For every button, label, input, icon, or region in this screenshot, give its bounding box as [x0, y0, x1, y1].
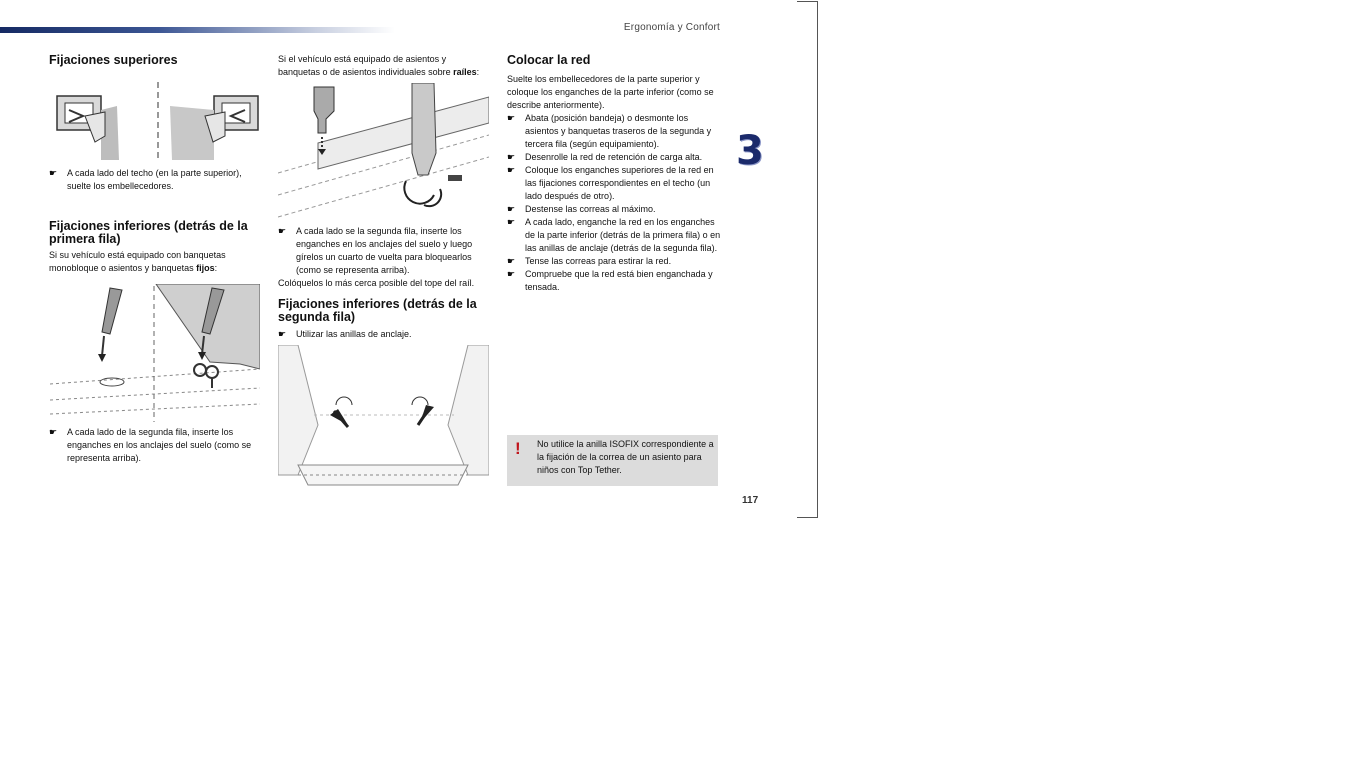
heading-lower-fixings-first-row: Fijaciones inferiores (detrás de la primera fila) [49, 219, 248, 246]
paragraph: Suelte los embellecedores de la parte superior y coloque los enganches de la parte inferior (como se describe anteriormente). [507, 74, 714, 110]
list-item: ☛ Coloque los enganches superiores de la red en las fijaciones correspondientes en el techo (un lado después de otro). [507, 165, 714, 201]
column-1 [49, 54, 264, 67]
figure-anchor-rings [278, 345, 489, 487]
heading-upper-fixings: Fijaciones superiores [49, 53, 178, 67]
steps-list [507, 112, 721, 294]
list-item: ☛ Tense las correas para estirar la red. [507, 256, 672, 266]
pointing-hand-icon: ☛ [507, 113, 516, 123]
pointing-hand-icon: ☛ [507, 152, 516, 162]
column-3 [507, 54, 721, 294]
paragraph: Si el vehículo está equipado de asientos y banquetas o de asientos individuales sobre raíles: [278, 54, 480, 77]
pointing-hand-icon: ☛ [278, 329, 287, 339]
figure-floor-anchors [50, 284, 260, 424]
column-2-top [278, 53, 490, 79]
warning-box [507, 435, 718, 486]
header-gradient-bar [0, 27, 395, 33]
list-item: ☛ Destense las correas al máximo. [507, 204, 656, 214]
heading-lower-fixings-second-row: Fijaciones inferiores (detrás de la segunda fila) [278, 297, 477, 324]
exclamation-icon: ! [515, 439, 521, 458]
pointing-hand-icon: ☛ [507, 165, 516, 175]
page-edge-line [797, 1, 818, 2]
paragraph-note: Colóquelos lo más cerca posible del tope del raíl. [278, 278, 475, 288]
paragraph: Si su vehículo está equipado con banquetas monobloque o asientos y banquetas fijos: [49, 250, 226, 273]
pointing-hand-icon: ☛ [49, 168, 58, 178]
pointing-hand-icon: ☛ [507, 256, 516, 266]
chapter-number: 3 [736, 128, 764, 174]
list-item: ☛ Utilizar las anillas de anclaje. [278, 329, 412, 339]
column-2-body [278, 225, 490, 341]
warning-text: No utilice la anilla ISOFIX correspondiente a la fijación de la correa de un asiento para niños con Top Tether. [537, 439, 714, 475]
page-number: 117 [742, 495, 759, 506]
pointing-hand-icon: ☛ [507, 204, 516, 214]
list-item: ☛ A cada lado del techo (en la parte superior), suelte los embellecedores. [49, 168, 242, 191]
figure-upper-fixings [55, 80, 260, 160]
pointing-hand-icon: ☛ [507, 217, 516, 227]
column-1-bottom [49, 426, 261, 465]
list-item: ☛ A cada lado de la segunda fila, inserte los enganches en los anclajes del suelo (como se representa arriba). [49, 427, 252, 463]
pointing-hand-icon: ☛ [507, 269, 516, 279]
column-1-body [49, 167, 261, 275]
list-item: ☛ A cada lado se la segunda fila, inserte los enganches en los anclajes del suelo y luego gírelos un cuarto de vuelta para bloquearlos (como se representa arriba). [278, 226, 473, 275]
list-item: ☛ A cada lado, enganche la red en los enganches de la parte inferior (detrás de la primera fila) o en las anillas de anclaje (detrás de la segunda fila). [507, 217, 721, 253]
manual-page [0, 0, 820, 520]
list-item: ☛ Desenrolle la red de retención de carga alta. [507, 152, 703, 162]
figure-rail-anchors [278, 83, 489, 223]
list-item: ☛ Abata (posición bandeja) o desmonte los asientos y banquetas traseros de la segunda y tercera fila (según equipamiento). [507, 113, 712, 149]
heading-place-net: Colocar la red [507, 53, 591, 67]
pointing-hand-icon: ☛ [278, 226, 287, 236]
page-edge-line [817, 1, 818, 518]
pointing-hand-icon: ☛ [49, 427, 58, 437]
section-title: Ergonomía y Confort [623, 22, 720, 33]
page-edge-line [797, 517, 818, 518]
list-item: ☛ Compruebe que la red está bien enganchada y tensada. [507, 269, 713, 292]
